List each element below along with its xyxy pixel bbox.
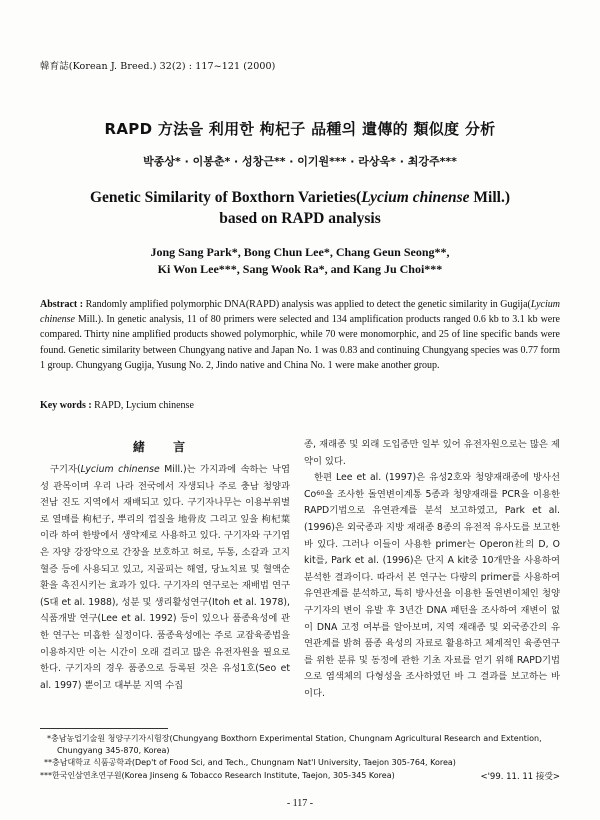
korean-authors: 박종상* · 이봉춘* · 성창근** · 이기원*** · 라상욱* · 최강주*** (143, 155, 457, 168)
english-title-suffix: Mill.) (469, 189, 511, 206)
abstract-text-part2: Mill.). In genetic analysis, 11 of 80 primers were selected and 134 amplification products ranged 0.6 kb to 3.1 kb were compared. Thirty nine amplified products showed polymorphic, while 70 were monomorphic, and 25 of line specific bands were found. Genetic similarity between Chungyang native and Japan No. 1 was 0.83 and continuing Chungyang species was 0.77 form 1 group. Chungyang Gugija, Yusung No. 2, Jindo native and China No. 1 were make another group. (40, 314, 560, 371)
received-date: <'99. 11. 11 接受> (480, 772, 560, 782)
intro-right-para2-a: 한편 Lee et al. (1997)은 유성2호와 청양재래종에 방사선 Co (304, 472, 560, 500)
intro-right-para2-b: 을 조사한 돌연변이계통 5종과 청양재래를 PCR을 이용한 RAPD기법으로 유연관계를 분석 보고하였고, Park et al. (1996)은 외국종과 지방 재래종 8종의 유전적 유사도를 보고한 바 있다. 그러나 이들이 사용한 primer는 Operon社의 D, O kit를, Park et al. (1996)은 단지 A kit중 10개만을 사용하여 분석한 결과이다. 따라서 본 연구는 다량의 primer를 사용하여 유연관계를 분석하고, 특히 방사선을 이용한 돌연변이체인 청양구기자의 변이 유발 후 3년간 DNA 패턴을 조사하여 재변이 없이 DNA 고정 여부를 알아보며, 지역 재래종 및 외국종간의 유연관계를 밝혀 품종 육성의 자료로 활용하고 체계적인 육종연구를 위한 분류 및 동정에 관한 기초 자료를 얻기 위해 RAPD기법으로 염색체의 다형성을 조사하였던 바 그 결과를 보고하는 바이다. (304, 488, 560, 699)
intro-right-para1: 종, 재래종 및 외래 도입종만 일부 있어 유전자원으로는 많은 제약이 있다. (304, 439, 560, 467)
footnote-3: ***한국인삼연초연구원(Korea Jinseng & Tobacco Research Institute, Taejon, 305-345 Korea) (40, 770, 395, 780)
intro-left-species: Lycium chinense (80, 464, 160, 475)
intro-left-text: Mill.)는 가지과에 속하는 낙엽성 관목이며 우리 나라 전국에서 자생되나 주로 충남 청양과 전남 진도 지역에서 재배되고 있다. 구기자나무는 이용부위별로 열매를 枸杞子, 뿌리의 껍질을 地骨皮 그리고 잎을 枸杞葉이라 하여 한방에서 생약제로 사용하고 있다. 구기자와 구기엽은 자양 강장약으로 간장을 보호하고 허로, 두통, 소갈과 고지혈증 등에 사용되고 있고, 지골피는 해열, 당뇨치료 및 혈액순환을 촉진시키는 효과가 있다. 구기자의 연구로는 재배법 연구(S대 et al. 1988), 성분 및 생리활성연구(Itoh et al. 1978), 식품개발 연구(Lee et al. 1992) 등이 있으나 품종육성에 관한 연구는 미흡한 실정이다. 품종육성에는 주로 교잡육종법을 이용하지만 이는 시간이 오래 걸리고 많은 유전자원을 필요로 한다. 구기자의 경우 품종으로 등록된 것은 유성1호(Seo et al. 1997) 뿐이고 대부분 지역 수집 (40, 464, 290, 691)
footnote-2: **충남대학교 식품공학과(Dep't of Food Sci, and Tech., Chungnam Nat'l University, Taejon 305-764, Korea) (44, 758, 456, 768)
intro-left-column (40, 462, 290, 694)
isotope-superscript: 60 (316, 488, 325, 497)
english-title-species: Lycium chinense (361, 189, 470, 206)
english-authors-line1: Jong Sang Park*, Bong Chun Lee*, Chang Geun Seong**, (150, 245, 450, 259)
english-authors-line2: Ki Won Lee***, Sang Wook Ra*, and Kang Ju Choi*** (157, 262, 443, 276)
keywords-label: Key words : (40, 400, 95, 411)
intro-right-column (304, 437, 560, 703)
page-number: - 117 - (286, 798, 314, 809)
abstract (40, 297, 560, 373)
keywords-text: RAPD, Lycium chinense (94, 400, 194, 411)
intro-right-para2 (304, 470, 560, 702)
abstract-species: Lycium chinense (40, 299, 560, 326)
keywords (40, 400, 194, 411)
section-heading-introduction: 緒 言 (132, 440, 198, 454)
english-title (0, 187, 600, 229)
footnote-1: *충남농업기술원 청양구기자시험장(Chungyang Boxthorn Experimental Station, Chungnam Agricultural Research and Extention, Chungyang 345-870, Korea) (47, 734, 542, 756)
english-title-prefix: Genetic Similarity of Boxthorn Varieties( (89, 189, 362, 206)
footnote-divider (40, 728, 168, 729)
journal-header: 韓育誌(Korean J. Breed.) 32(2) : 117~121 (2000) (40, 61, 276, 72)
english-authors (0, 244, 600, 278)
abstract-text-part1: Randomly amplified polymorphic DNA(RAPD) analysis was applied to detect the genetic similarity in Gugija( (85, 299, 531, 310)
intro-left-prefix: 구기자( (50, 464, 81, 475)
english-title-line2: based on RAPD analysis (219, 210, 381, 227)
abstract-label: Abstract : (40, 299, 86, 310)
korean-title: RAPD 方法을 利用한 枸杞子 品種의 遺傳的 類似度 分析 (104, 120, 496, 138)
